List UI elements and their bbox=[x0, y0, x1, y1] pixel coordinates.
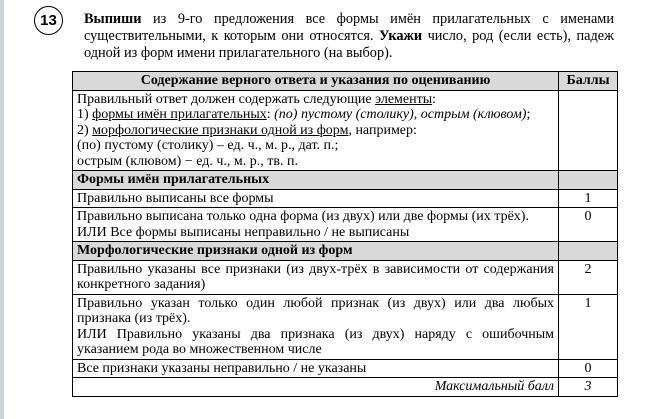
answer-row bbox=[73, 90, 618, 171]
section-row-forms bbox=[73, 171, 618, 190]
item2-number: 2) bbox=[77, 122, 93, 138]
criterion-text-line1: Правильно указан только один любой признак (из двух) или два любых признака (из трёх). bbox=[77, 295, 554, 326]
criterion-text bbox=[73, 208, 559, 242]
task-text-part2: число, род (если есть), падеж одной из форм имени прилагательного (на выбор). bbox=[84, 28, 614, 61]
criterion-score: 0 bbox=[559, 208, 618, 242]
header-content: Содержание верного ответа и указания по оцениванию bbox=[73, 72, 559, 91]
criterion-score: 0 bbox=[559, 359, 618, 378]
answer-intro: Правильный ответ должен содержать следующие bbox=[77, 91, 376, 107]
item2-post: , например: bbox=[348, 122, 417, 138]
task-keyword-write: Выпиши bbox=[84, 11, 142, 27]
item2-label: морфологические признаки одной из форм bbox=[92, 122, 349, 138]
max-score-value: 3 bbox=[559, 378, 618, 397]
section-title-forms: Формы имён прилагательных bbox=[73, 171, 559, 190]
item1-label: формы имён прилагательных bbox=[92, 107, 267, 122]
page-edge bbox=[0, 0, 4, 419]
criterion-score: 1 bbox=[559, 189, 618, 208]
criterion-text: Правильно указаны все признаки (из двух-трёх в зависимости от содержания конкретного задания) bbox=[73, 260, 559, 294]
table-row bbox=[73, 294, 618, 359]
criterion-score: 1 bbox=[559, 294, 618, 359]
answer-example-1: (по) пустому (столику) – ед. ч., м. р., дат. п.; bbox=[77, 138, 339, 153]
grading-table bbox=[72, 71, 618, 397]
criterion-text-line1: Правильно выписана только одна форма (из двух) или две формы (их трёх). bbox=[77, 209, 529, 224]
table-row bbox=[73, 260, 618, 294]
section-score-morph bbox=[559, 242, 618, 261]
table-row bbox=[73, 208, 618, 242]
answer-example-2: острым (клювом) − ед. ч., м. р., тв. п. bbox=[77, 153, 298, 169]
criterion-score: 2 bbox=[559, 260, 618, 294]
max-score-label: Максимальный балл bbox=[73, 378, 559, 397]
table-row bbox=[73, 359, 618, 378]
table-row bbox=[73, 189, 618, 208]
section-score-forms bbox=[559, 171, 618, 190]
item1-forms: (по) пустому (столику), острым (клювом) bbox=[274, 107, 527, 122]
criterion-text: Правильно выписаны все формы bbox=[73, 189, 559, 208]
criterion-text: Все признаки указаны неправильно / не указаны bbox=[73, 359, 559, 378]
item1-end: ; bbox=[526, 107, 531, 122]
item1-colon: : bbox=[266, 107, 275, 122]
answer-score-cell bbox=[559, 90, 618, 171]
task-text bbox=[84, 11, 614, 62]
criterion-text bbox=[73, 294, 559, 359]
answer-intro-colon: : bbox=[432, 91, 437, 107]
answer-intro-elements: элементы bbox=[375, 91, 433, 107]
section-title-morph: Морфологические признаки одной из форм bbox=[73, 242, 559, 261]
criterion-text-line2: ИЛИ Все формы выписаны неправильно / не выписаны bbox=[77, 224, 410, 240]
criterion-text-line2: ИЛИ Правильно указаны два признака (из двух) наряду с ошибочным указанием рода во множественном числе bbox=[77, 326, 554, 357]
task-keyword-indicate: Укажи bbox=[379, 28, 423, 44]
item1-number: 1) bbox=[77, 107, 93, 122]
header-score: Баллы bbox=[559, 72, 618, 91]
section-row-morph bbox=[73, 242, 618, 261]
max-score-row bbox=[73, 378, 618, 397]
task-number-badge bbox=[34, 6, 63, 35]
task-number: 13 bbox=[40, 12, 57, 29]
table-header-row bbox=[73, 72, 618, 91]
task-text-part1: из 9-го предложения все формы имён прилагательных с именами существительными, к которым они относятся. bbox=[84, 11, 614, 44]
answer-cell bbox=[73, 90, 559, 171]
